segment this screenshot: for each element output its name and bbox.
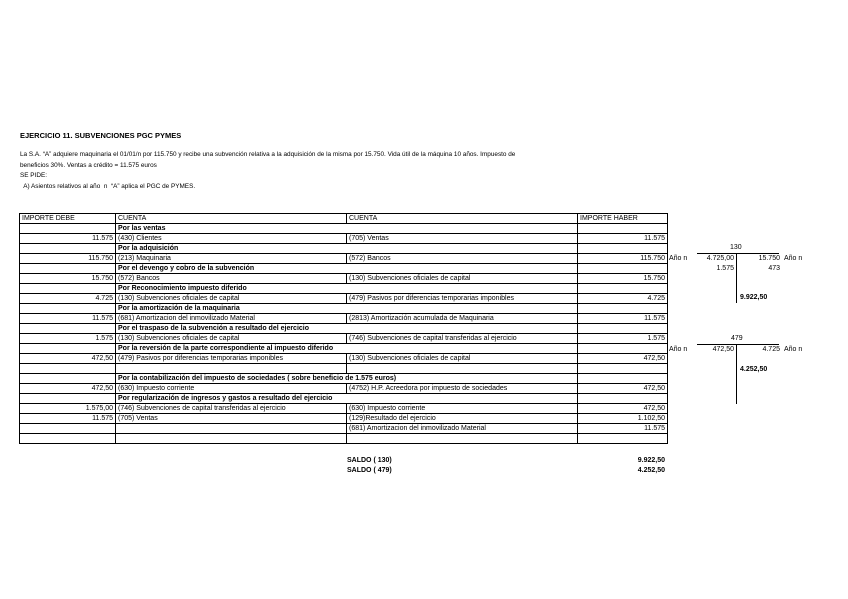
table-row bbox=[20, 314, 668, 324]
section-heading: Por las ventas bbox=[116, 224, 578, 234]
importe-debe-cell: 1.575,00 bbox=[20, 404, 116, 414]
section-heading: Por la adquisición bbox=[116, 244, 578, 254]
cuenta-debe-cell: (130) Subvenciones oficiales de capital bbox=[116, 294, 347, 304]
cuenta-haber-cell bbox=[347, 434, 578, 444]
cuenta-debe-cell: (430) Clientes bbox=[116, 234, 347, 244]
section-haber-cell bbox=[578, 284, 668, 294]
t130-balance: 9.922,50 bbox=[740, 294, 768, 301]
t479-debit: 472,50 bbox=[712, 346, 734, 353]
t479-top-line bbox=[697, 344, 779, 345]
saldo-130-label: SALDO ( 130) bbox=[347, 457, 392, 464]
section-haber-cell bbox=[578, 244, 668, 254]
table-row bbox=[20, 294, 668, 304]
journal-table bbox=[19, 213, 668, 444]
cuenta-haber-cell: (130) Subvenciones oficiales de capital bbox=[347, 274, 578, 284]
cuenta-debe-cell bbox=[116, 424, 347, 434]
t479-left-year-label: Año n bbox=[669, 346, 688, 353]
table-row bbox=[20, 274, 668, 284]
statement-line-2: beneficios 30%. Ventas a crédito = 11.575 euros bbox=[20, 161, 157, 169]
cuenta-haber-cell: (129)Resultado del ejercicio bbox=[347, 414, 578, 424]
section-haber-cell bbox=[578, 374, 668, 384]
section-heading-row bbox=[20, 244, 668, 254]
importe-debe-cell: 11.575 bbox=[20, 414, 116, 424]
section-heading-row bbox=[20, 264, 668, 274]
saldo-479-label: SALDO ( 479) bbox=[347, 467, 392, 474]
cuenta-debe-cell: (130) Subvenciones oficiales de capital bbox=[116, 334, 347, 344]
section-heading-row bbox=[20, 224, 668, 234]
cuenta-haber-cell bbox=[347, 364, 578, 374]
section-haber-cell bbox=[578, 344, 668, 354]
cuenta-haber-cell: (681) Amortizacion del inmovilizado Material bbox=[347, 424, 578, 434]
t130-right-year-label: Año n bbox=[784, 255, 803, 262]
header-cuenta-debe: CUENTA bbox=[116, 214, 347, 224]
t130-credit-2: 473 bbox=[768, 265, 780, 272]
header-cuenta-haber: CUENTA bbox=[347, 214, 578, 224]
importe-debe-cell bbox=[20, 424, 116, 434]
importe-debe-cell: 11.575 bbox=[20, 234, 116, 244]
t479-right-year-label: Año n bbox=[784, 346, 803, 353]
importe-debe-cell: 115.750 bbox=[20, 254, 116, 264]
importe-haber-cell: 4.725 bbox=[578, 294, 668, 304]
section-heading: Por la amortización de la maquinaria bbox=[116, 304, 578, 314]
importe-haber-cell: 1.575 bbox=[578, 334, 668, 344]
section-haber-cell bbox=[578, 324, 668, 334]
cuenta-debe-cell: (479) Pasivos por diferencias temporarias imponibles bbox=[116, 354, 347, 364]
cuenta-haber-cell: (130) Subvenciones oficiales de capital bbox=[347, 354, 578, 364]
importe-haber-cell: 472,50 bbox=[578, 404, 668, 414]
section-haber-cell bbox=[578, 394, 668, 404]
t130-divider bbox=[736, 253, 737, 303]
importe-debe-cell bbox=[20, 364, 116, 374]
section-debe-cell bbox=[20, 304, 116, 314]
t130-left-year-label: Año n bbox=[669, 255, 688, 262]
section-heading-row bbox=[20, 374, 668, 384]
exercise-title: EJERCICIO 11. SUBVENCIONES PGC PYMES bbox=[20, 131, 182, 140]
section-heading: Por la contabilización del impuesto de sociedades ( sobre beneficio de 1.575 euros) bbox=[116, 374, 578, 384]
section-heading: Por regularización de ingresos y gastos a resultado del ejercicio bbox=[116, 394, 578, 404]
cuenta-haber-cell: (4752) H.P. Acreedora por impuesto de sociedades bbox=[347, 384, 578, 394]
t130-account-number: 130 bbox=[730, 244, 742, 251]
section-debe-cell bbox=[20, 344, 116, 354]
statement-line-3: SE PIDE: bbox=[20, 172, 47, 179]
importe-debe-cell: 472,50 bbox=[20, 384, 116, 394]
statement-line-4: A) Asientos relativos al año n “A” aplica el PGC de PYMES. bbox=[20, 182, 196, 190]
t130-top-line bbox=[697, 253, 779, 254]
importe-haber-cell: 115.750 bbox=[578, 254, 668, 264]
cuenta-haber-cell: (479) Pasivos por diferencias temporarias imponibles bbox=[347, 294, 578, 304]
section-debe-cell bbox=[20, 244, 116, 254]
importe-debe-cell: 472,50 bbox=[20, 354, 116, 364]
t130-debit-2: 1.575 bbox=[716, 265, 734, 272]
t479-divider bbox=[736, 344, 737, 404]
section-heading: Por Reconocimiento impuesto diferido bbox=[116, 284, 578, 294]
section-heading-row bbox=[20, 324, 668, 334]
table-row bbox=[20, 434, 668, 444]
table-header-row bbox=[20, 214, 668, 224]
table-row bbox=[20, 254, 668, 264]
cuenta-haber-cell: (572) Bancos bbox=[347, 254, 578, 264]
section-heading: Por la reversión de la parte correspondiente al impuesto diferido bbox=[116, 344, 578, 354]
saldo-130-value: 9.922,50 bbox=[637, 457, 665, 464]
header-importe-haber: IMPORTE HABER bbox=[578, 214, 668, 224]
section-heading: Por el devengo y cobro de la subvención bbox=[116, 264, 578, 274]
t479-account-number: 479 bbox=[731, 335, 743, 342]
section-heading-row bbox=[20, 284, 668, 294]
importe-haber-cell: 472,50 bbox=[578, 354, 668, 364]
importe-haber-cell: 11.575 bbox=[578, 234, 668, 244]
importe-haber-cell: 11.575 bbox=[578, 314, 668, 324]
t479-balance: 4.252,50 bbox=[740, 366, 768, 373]
table-row bbox=[20, 234, 668, 244]
importe-debe-cell: 15.750 bbox=[20, 274, 116, 284]
cuenta-debe-cell: (746) Subvenciones de capital transferidas al ejercicio bbox=[116, 404, 347, 414]
importe-debe-cell: 4.725 bbox=[20, 294, 116, 304]
t479-credit: 4.725 bbox=[762, 346, 780, 353]
section-heading-row bbox=[20, 344, 668, 354]
section-debe-cell bbox=[20, 224, 116, 234]
cuenta-debe-cell: (213) Maquinaria bbox=[116, 254, 347, 264]
section-debe-cell bbox=[20, 324, 116, 334]
t130-debit-1: 4.725,00 bbox=[706, 255, 734, 262]
statement-line-1: La S.A. “A” adquiere maquinaria el 01/01/n por 115.750 y recibe una subvención relativa a la adquisición de la misma por 15.750. Vida útil de la máquina 10 años. Impuesto de bbox=[20, 151, 516, 158]
importe-haber-cell bbox=[578, 364, 668, 374]
section-haber-cell bbox=[578, 224, 668, 234]
importe-haber-cell: 472,50 bbox=[578, 384, 668, 394]
table-row bbox=[20, 354, 668, 364]
table-row bbox=[20, 414, 668, 424]
cuenta-debe-cell: (630) Impuesto corriente bbox=[116, 384, 347, 394]
importe-debe-cell: 1.575 bbox=[20, 334, 116, 344]
section-heading-row bbox=[20, 394, 668, 404]
table-row bbox=[20, 334, 668, 344]
cuenta-debe-cell bbox=[116, 364, 347, 374]
table-row bbox=[20, 424, 668, 434]
cuenta-debe-cell: (572) Bancos bbox=[116, 274, 347, 284]
cuenta-debe-cell: (681) Amortizacion del inmovilizado Material bbox=[116, 314, 347, 324]
importe-debe-cell bbox=[20, 434, 116, 444]
cuenta-haber-cell: (630) Impuesto corriente bbox=[347, 404, 578, 414]
section-debe-cell bbox=[20, 284, 116, 294]
section-debe-cell bbox=[20, 264, 116, 274]
importe-haber-cell: 15.750 bbox=[578, 274, 668, 284]
importe-haber-cell: 11.575 bbox=[578, 424, 668, 434]
cuenta-haber-cell: (746) Subvenciones de capital transferidas al ejercicio bbox=[347, 334, 578, 344]
section-debe-cell bbox=[20, 394, 116, 404]
table-row bbox=[20, 364, 668, 374]
section-haber-cell bbox=[578, 264, 668, 274]
cuenta-haber-cell: (2813) Amortización acumulada de Maquinaria bbox=[347, 314, 578, 324]
header-importe-debe: IMPORTE DEBE bbox=[20, 214, 116, 224]
cuenta-haber-cell: (705) Ventas bbox=[347, 234, 578, 244]
importe-haber-cell bbox=[578, 434, 668, 444]
importe-debe-cell: 11.575 bbox=[20, 314, 116, 324]
section-haber-cell bbox=[578, 304, 668, 314]
importe-haber-cell: 1.102,50 bbox=[578, 414, 668, 424]
section-heading: Por el traspaso de la subvención a resultado del ejercicio bbox=[116, 324, 578, 334]
section-debe-cell bbox=[20, 374, 116, 384]
table-row bbox=[20, 384, 668, 394]
table-row bbox=[20, 404, 668, 414]
cuenta-debe-cell bbox=[116, 434, 347, 444]
cuenta-debe-cell: (705) Ventas bbox=[116, 414, 347, 424]
t130-credit-1: 15.750 bbox=[758, 255, 780, 262]
saldo-479-value: 4.252,50 bbox=[637, 467, 665, 474]
exercise-statement bbox=[20, 150, 670, 192]
section-heading-row bbox=[20, 304, 668, 314]
